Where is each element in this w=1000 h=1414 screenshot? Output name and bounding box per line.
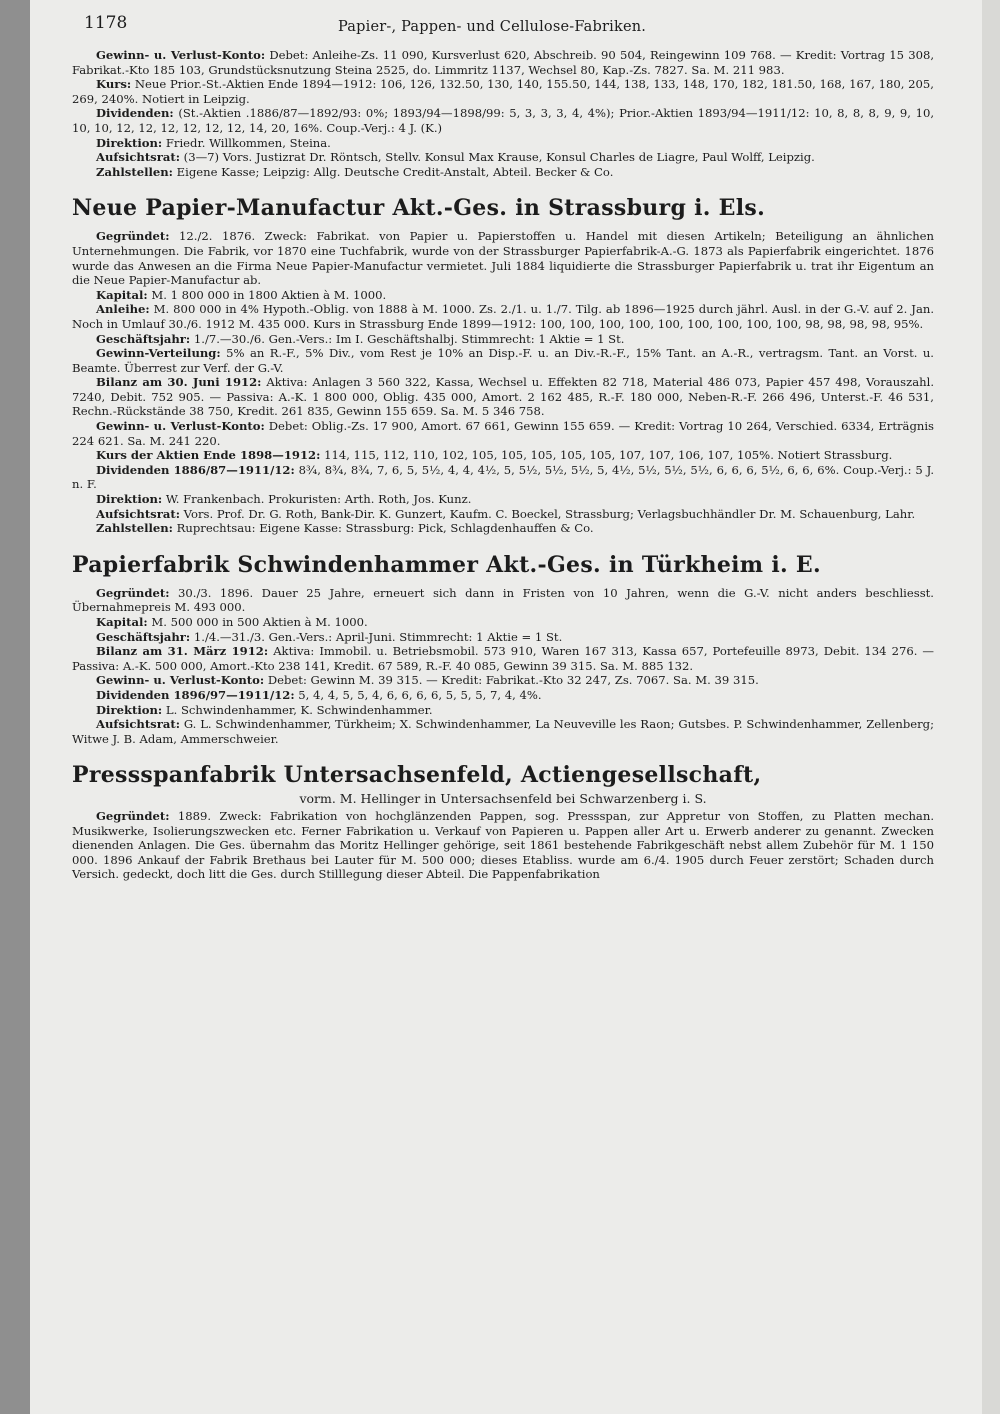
field-text: 5% an R.-F., 5% Div., vom Rest je 10% an Disp.-F. u. an Div.-R.-F., 15% Tant. an A.-R., vertragsm. Tant. an Vorst. u. Beamte. Überrest zur Verf. der G.-V. [72,346,934,375]
field-label: Dividenden: [96,106,174,121]
field-text: M. 1 800 000 in 1800 Aktien à M. 1000. [151,287,387,302]
entry-paragraph [72,419,934,448]
field-text: Aktiva: Immobil. u. Betriebsmobil. 573 910, Waren 167 313, Kassa 657, Portefeuille 8973, Debit. 134 276. — Passiva: A.-K. 500 000, Amort.-Kto 238 141, Kredit. 67 589, R.-F. 40 085, Gewinn 39 315. Sa. M. 885 132. [72,644,934,673]
entry-paragraph [72,288,934,303]
entry-paragraph [72,688,934,703]
entry-paragraph [72,673,934,688]
field-text: 8¾, 8¾, 8¾, 7, 6, 5, 5½, 4, 4, 4½, 5, 5½, 5½, 5½, 5, 4½, 5½, 5½, 5½, 6, 6, 6, 5½, 6, 6, 6%. Coup.-Verj.: 5 J. n. F. [72,462,935,492]
entry-paragraph [72,615,934,630]
field-text: Ruprechtsau: Eigene Kasse: Strassburg: Pick, Schlagdenhauffen & Co. [176,521,594,536]
field-text: 114, 115, 112, 110, 102, 105, 105, 105, 105, 105, 107, 107, 106, 107, 105%. Notiert Strassburg. [324,448,893,463]
entry-paragraph [72,77,934,106]
field-label: Gewinn- u. Verlust-Konto: [96,48,266,62]
entry-paragraph [72,48,934,77]
field-text: 1889. Zweck: Fabrikation von hochglänzenden Pappen, sog. Pressspan, zur Appretur von Stoffen, zu Platten mechan. Musikwerke, Isolierungszwecken etc. Ferner Fabrikation u. Verkauf von Papieren u. Pappen aller Art u. Erwerb anderer zu genannt. Zwecken dienenden Anlagen. Die Ges. übernahm das Moritz Hellinger gehörige, seit 1861 bestehende Fabrikgeschäft nebst allem Zubehör für M. 1 150 000. 1896 Ankauf der Fabrik Brethaus bei Lauter für M. 500 000; dieses Etabliss. wurde am 6./4. 1905 durch Feuer zerstört; Schaden durch Versich. gedeckt, doch litt die Ges. durch Stilllegung dieser Abteil. Die Pappenfabrikation [72,808,935,882]
field-label: Gegründet: [96,585,170,600]
field-label: Geschäftsjahr: [96,629,191,644]
entry-paragraph [72,302,934,331]
entry-paragraph [72,229,934,287]
field-text: 5, 4, 4, 5, 5, 4, 6, 6, 6, 6, 5, 5, 5, 7, 4, 4%. [298,687,542,702]
field-text: W. Frankenbach. Prokuristen: Arth. Roth, Jos. Kunz. [165,492,472,507]
entry-paragraph [72,375,934,419]
field-label: Zahlstellen: [96,521,173,536]
entry-paragraph [72,150,934,165]
field-text: Vors. Prof. Dr. G. Roth, Bank-Dir. K. Gunzert, Kaufm. C. Boeckel, Strassburg; Verlagsbuchhändler Dr. M. Schauenburg, Lahr. [183,506,916,521]
company-title: Pressspanfabrik Untersachsenfeld, Actiengesellschaft, [72,762,762,789]
field-text: M. 800 000 in 4% Hypoth.-Oblig. von 1888 à M. 1000. Zs. 2./1. u. 1./7. Tilg. ab 1896—1925 durch jährl. Ausl. in der G.-V. auf 2. Jan. Noch in Umlauf 30./6. 1912 M. 435 000. Kurs in Strassburg Ende 1899—1912: 100, 100, 100, 100, 100, 100, 100, 100, 100, 98, 98, 98, 98, 95%. [72,302,935,331]
field-label: Gewinn-Verteilung: [96,346,221,361]
field-label: Geschäftsjahr: [96,331,191,346]
field-label: Gegründet: [96,808,170,823]
entry-paragraph [72,630,934,645]
field-text: (3—7) Vors. Justizrat Dr. Röntsch, Stellv. Konsul Max Krause, Konsul Charles de Liagre, Paul Wolff, Leipzig. [183,150,815,165]
page-number: 1178 [84,13,128,33]
field-label: Gewinn- u. Verlust-Konto: [96,419,265,434]
company-entry [72,48,934,179]
entry-paragraph [72,346,934,375]
company-entries [72,48,934,882]
field-text: 12./2. 1876. Zweck: Fabrikat. von Papier u. Papierstoffen u. Handel mit diesen Artikeln; Beteiligung an ähnlichen Unternehmungen. Die Fabrik, vor 1870 eine Tuchfabrik, wurde von der Strassburger Papierfabrik-A.-G. 1873 als Papierfabrik eingerichtet. 1876 wurde das Anwesen an die Firma Neue Papier-Manufactur vermietet. Juli 1884 liquidierte die Strassburger Papierfabrik u. trat ihr Eigentum an die Neue Papier-Manufactur ab. [72,229,935,288]
field-text: Debet: Anleihe-Zs. 11 090, Kursverlust 620, Abschreib. 90 504, Reingewinn 109 768. — Kredit: Vortrag 15 308, Fabrikat.-Kto 185 103, Grundstücksnutzung Steina 2525, do. Limmritz 1137, Wechsel 80, Kap.-Zs. 7827. Sa. M. 211 983. [72,48,935,77]
company-entry [72,193,934,535]
entry-paragraph [72,492,934,507]
company-title: Neue Papier-Manufactur Akt.-Ges. in Strassburg i. Els. [72,195,766,222]
entry-paragraph [72,448,934,463]
field-label: Kapital: [96,287,148,302]
field-label: Aufsichtsrat: [96,717,180,732]
field-label: Dividenden 1886/87—1911/12: [96,462,295,477]
field-label: Bilanz am 31. März 1912: [96,644,269,659]
company-title: Papierfabrik Schwindenhammer Akt.-Ges. in Türkheim i. E. [72,551,821,578]
field-label: Zahlstellen: [96,164,173,179]
field-label: Kapital: [96,615,148,629]
field-text: Eigene Kasse; Leipzig: Allg. Deutsche Credit-Anstalt, Abteil. Becker & Co. [176,164,614,179]
field-label: Aufsichtsrat: [96,150,180,165]
page-header [72,12,934,48]
entry-paragraph [72,809,934,882]
entry-paragraph [72,136,934,151]
entry-paragraph [72,717,934,746]
field-text: Neue Prior.-St.-Aktien Ende 1894—1912: 106, 126, 132.50, 130, 140, 155.50, 144, 138, 133, 148, 170, 182, 181.50, 168, 167, 180, 205, 269, 240%. Notiert in Leipzig. [72,77,934,106]
entry-paragraph [72,521,934,536]
entry-paragraph [72,586,934,615]
field-label: Aufsichtsrat: [96,506,180,521]
company-subtitle: vorm. M. Hellinger in Untersachsenfeld bei Schwarzenberg i. S. [299,791,707,807]
running-head: Papier-, Pappen- und Cellulose-Fabriken. [338,19,647,35]
entry-paragraph [72,703,934,718]
company-entry [72,760,934,882]
company-entry [72,550,934,747]
field-label: Direktion: [96,492,163,507]
entry-paragraph [72,332,934,347]
adjacent-page-edge [982,0,1000,1414]
field-label: Kurs: [96,77,132,92]
field-text: Aktiva: Anlagen 3 560 322, Kassa, Wechsel u. Effekten 82 718, Material 486 073, Papier 457 498, Vorauszahl. 7240, Debit. 752 905. — Passiva: A.-K. 1 800 000, Oblig. 435 000, Amort. 2 162 485, R.-F. 180 000, Neben-R.-F. 266 496, Unterst.-F. 46 531, Rechn.-Rückstände 38 750, Kredit. 261 835, Gewinn 155 659. Sa. M. 5 346 758. [72,375,935,419]
field-label: Gewinn- u. Verlust-Konto: [96,673,265,688]
field-text: G. L. Schwindenhammer, Türkheim; X. Schwindenhammer, La Neuveville les Raon; Gutsbes. P. Schwindenhammer, Zellenberg; Witwe J. B. Adam, Ammerschweier. [72,717,935,746]
entry-paragraph [72,507,934,522]
field-text: 1./7.—30./6. Gen.-Vers.: Im I. Geschäftshalbj. Stimmrecht: 1 Aktie = 1 St. [193,331,625,346]
entry-paragraph [72,106,934,135]
field-text: Friedr. Willkommen, Steina. [165,135,331,150]
field-text: (St.-Aktien .1886/87—1892/93: 0%; 1893/94—1898/99: 5, 3, 3, 3, 4, 4%); Prior.-Aktien 1893/94—1911/12: 10, 8, 8, 8, 9, 9, 10, 10, 10, 12, 12, 12, 12, 12, 12, 14, 20, 16%. Coup.-Verj.: 4 J. (K.) [72,106,935,135]
entry-paragraph [72,463,934,492]
field-text: Debet: Gewinn M. 39 315. — Kredit: Fabrikat.-Kto 32 247, Zs. 7067. Sa. M. 39 315. [267,673,759,688]
field-label: Kurs der Aktien Ende 1898—1912: [96,448,321,463]
field-text: M. 500 000 in 500 Aktien à M. 1000. [151,615,368,629]
field-text: 30./3. 1896. Dauer 25 Jahre, erneuert sich dann in Fristen von 10 Jahren, wenn die G.-V. nicht anders beschliesst. Übernahmepreis M. 493 000. [72,585,934,615]
field-label: Gegründet: [96,229,170,244]
field-label: Bilanz am 30. Juni 1912: [96,375,262,390]
field-label: Direktion: [96,135,163,150]
field-label: Anleihe: [96,302,150,317]
field-text: L. Schwindenhammer, K. Schwindenhammer. [165,702,433,717]
field-label: Dividenden 1896/97—1911/12: [96,687,295,702]
field-label: Direktion: [96,702,163,717]
page-content [72,12,934,882]
entry-paragraph [72,165,934,180]
field-text: 1./4.—31./3. Gen.-Vers.: April-Juni. Stimmrecht: 1 Aktie = 1 St. [193,629,563,644]
field-text: Debet: Oblig.-Zs. 17 900, Amort. 67 661, Gewinn 155 659. — Kredit: Vortrag 10 264, Verschied. 6334, Erträgnis 224 621. Sa. M. 241 220. [72,419,934,448]
entry-paragraph [72,644,934,673]
